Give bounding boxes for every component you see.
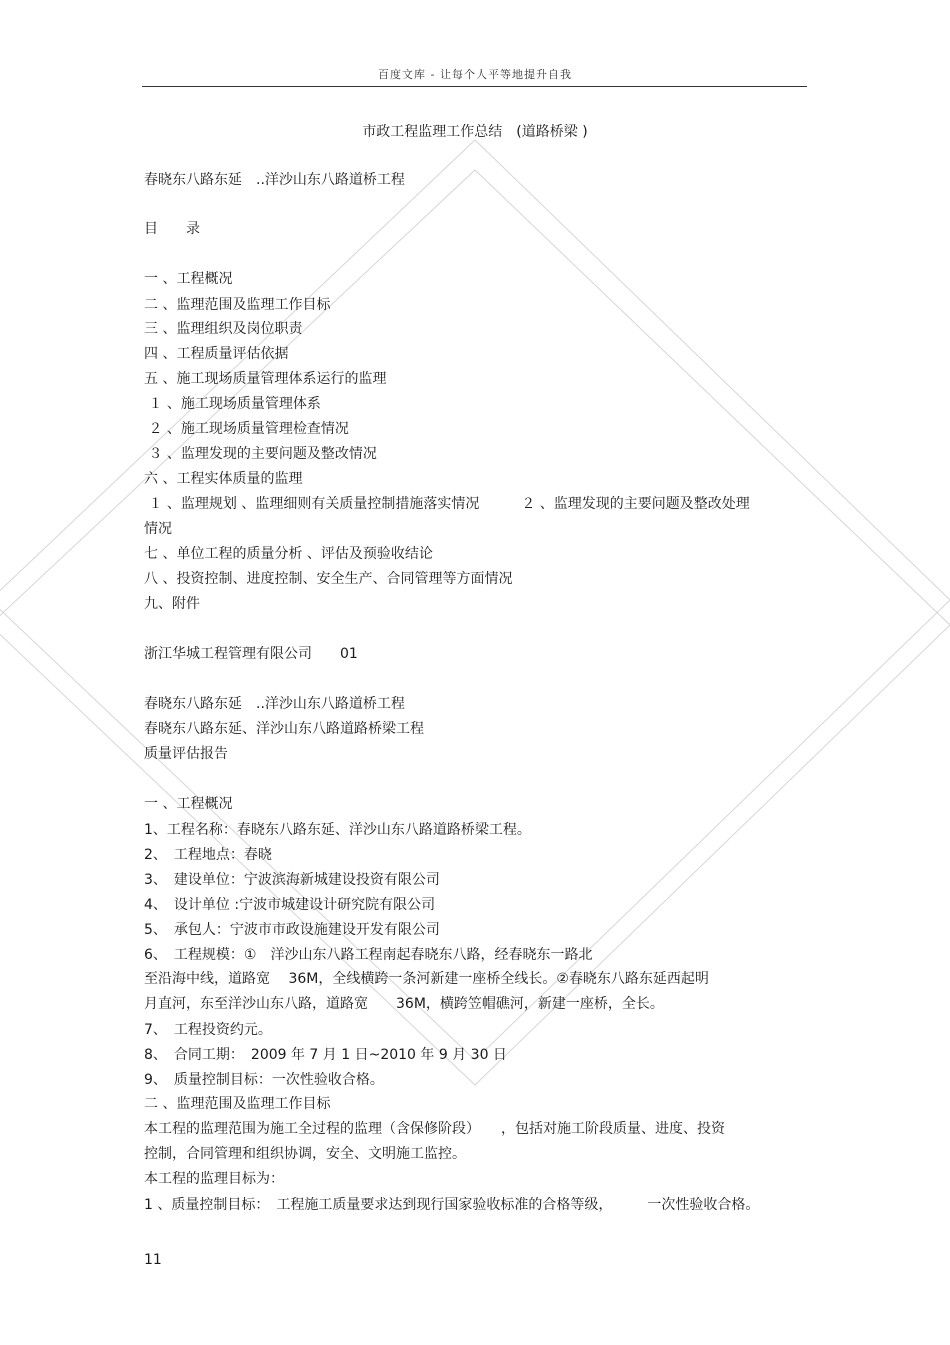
text-line: 7、 工程投资约元。 — [144, 1022, 272, 1038]
text-line: 八 、投资控制、进度控制、安全生产、合同管理等方面情况 — [144, 571, 513, 587]
text-line: 二 、监理范围及监理工作目标 — [144, 297, 331, 313]
text-line: 6、 工程规模：① 洋沙山东八路工程南起春晓东八路，经春晓东一路北 — [144, 947, 593, 963]
text-line: 二 、监理范围及监理工作目标 — [144, 1096, 331, 1112]
text-line: 4、 设计单位 :宁波市城建设计研究院有限公司 — [144, 897, 436, 913]
text-line: 六 、工程实体质量的监理 — [144, 471, 303, 487]
text-line: 九、附件 — [144, 596, 200, 612]
text-line: 控制，合同管理和组织协调，安全、文明施工监控。 — [144, 1146, 466, 1162]
text-line: 一 、工程概况 — [144, 796, 233, 812]
text-line: 1 、质量控制目标： 工程施工质量要求达到现行国家验收标准的合格等级， 一次性验收合格。 — [144, 1197, 760, 1213]
text-line: １ 、监理规划 、监理细则有关质量控制措施落实情况 ２ 、监理发现的主要问题及整改处理 — [144, 496, 750, 512]
text-line: 情况 — [144, 521, 172, 537]
text-line: 五 、施工现场质量管理体系运行的监理 — [144, 371, 387, 387]
text-line: 浙江华城工程管理有限公司 01 — [144, 646, 358, 662]
text-line: 目 录 — [144, 221, 200, 237]
text-line: 春晓东八路东延 ..洋沙山东八路道桥工程 — [144, 172, 405, 188]
document-title: 市政工程监理工作总结 (道路桥梁 ) — [362, 124, 588, 140]
text-line: 春晓东八路东延、洋沙山东八路道路桥梁工程 — [144, 721, 424, 737]
text-line: 本工程的监理范围为施工全过程的监理（含保修阶段） ，包括对施工阶段质量、进度、投资 — [144, 1121, 725, 1137]
text-line: 2、 工程地点：春晓 — [144, 847, 272, 863]
text-line: 三 、监理组织及岗位职责 — [144, 321, 303, 337]
page-number: 11 — [144, 1252, 162, 1268]
text-line: 四 、工程质量评估依据 — [144, 346, 289, 362]
text-line: 8、 合同工期： 2009 年 7 月 1 日~2010 年 9 月 30 日 — [144, 1047, 507, 1063]
text-line: 春晓东八路东延 ..洋沙山东八路道桥工程 — [144, 696, 405, 712]
text-line: ２ 、施工现场质量管理检查情况 — [144, 421, 349, 437]
text-line: 3、 建设单位：宁波滨海新城建设投资有限公司 — [144, 872, 440, 888]
header-rule — [142, 86, 807, 87]
text-line: 质量评估报告 — [144, 746, 228, 762]
text-line: 9、 质量控制目标：一次性验收合格。 — [144, 1072, 384, 1088]
text-line: 至沿海中线，道路宽 36M，全线横跨一条河新建一座桥全线长。②春晓东八路东延西起明 — [144, 971, 709, 987]
text-line: 1、工程名称：春晓东八路东延、洋沙山东八路道路桥梁工程。 — [144, 822, 531, 838]
text-line: 月直河，东至洋沙山东八路，道路宽 36M，横跨笠帽礁河，新建一座桥，全长。 — [144, 996, 664, 1012]
text-line: ３ 、监理发现的主要问题及整改情况 — [144, 446, 377, 462]
text-line: 本工程的监理目标为： — [144, 1171, 284, 1187]
text-line: １ 、施工现场质量管理体系 — [144, 396, 321, 412]
text-line: 5、 承包人：宁波市市政设施建设开发有限公司 — [144, 922, 440, 938]
text-line: 一 、工程概况 — [144, 271, 233, 287]
text-line: 七 、单位工程的质量分析 、评估及预验收结论 — [144, 546, 433, 562]
page-header: 百度文库 - 让每个人平等地提升自我 — [378, 68, 572, 81]
